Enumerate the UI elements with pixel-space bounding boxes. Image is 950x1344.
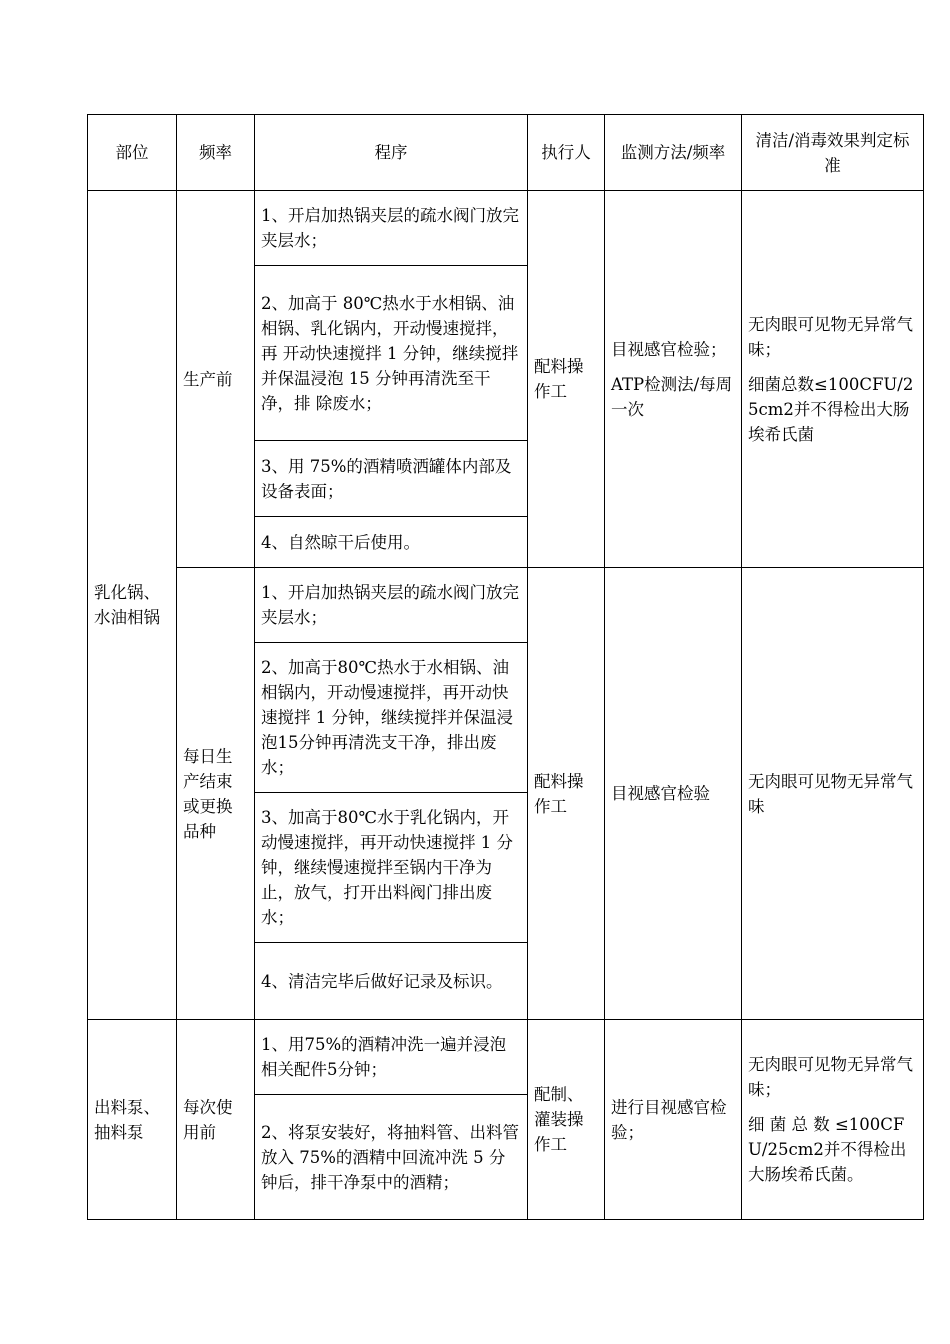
procedure-step: 3、加高于80℃水于乳化锅内，开动慢速搅拌，再开动快速搅拌 1 分钟，继续慢速搅拌至锅内干净为止，放气，打开出料阀门排出废水； (255, 793, 528, 943)
executor-cell: 配制、灌装操作工 (528, 1020, 605, 1220)
procedure-step: 4、自然晾干后使用。 (255, 517, 528, 568)
procedure-step: 2、加高于80℃热水于水相锅、油相锅内，开动慢速搅拌，再开动快速搅拌 1 分钟，继续搅拌并保温浸泡15分钟再清洗支干净，排出废水； (255, 643, 528, 793)
header-criteria: 清洁/消毒效果判定标准 (742, 115, 924, 191)
criteria-bacteria: 细 菌 总 数 ≤100CFU/25cm2并不得检出大肠埃希氏菌。 (748, 1115, 907, 1184)
monitoring-cell (605, 191, 742, 568)
procedure-step: 4、清洁完毕后做好记录及标识。 (255, 943, 528, 1020)
header-row (88, 115, 924, 191)
criteria-bacteria: 细菌总数≤100CFU/25cm2并不得检出大肠埃希氏菌 (748, 374, 914, 444)
frequency-cell-before-production: 生产前 (177, 191, 255, 568)
location-cell-pumps: 出料泵、抽料泵 (88, 1020, 177, 1220)
procedure-step: 2、将泵安装好，将抽料管、出料管放入 75%的酒精中回流冲洗 5 分钟后，排干净泵中的酒精； (255, 1095, 528, 1220)
frequency-cell-end-of-day: 每日生产结束或更换品种 (177, 568, 255, 1020)
cleaning-procedure-table (87, 114, 924, 1220)
procedure-step: 3、用 75%的酒精喷洒罐体内部及设备表面； (255, 441, 528, 517)
header-executor: 执行人 (528, 115, 605, 191)
location-cell-emulsifier: 乳化锅、水油相锅 (88, 191, 177, 1020)
header-location: 部位 (88, 115, 177, 191)
table-row (88, 1020, 924, 1095)
executor-cell: 配料操作工 (528, 191, 605, 568)
procedure-step: 2、加高于 80℃热水于水相锅、油相锅、乳化锅内，开动慢速搅拌，再 开动快速搅拌 1 分钟，继续搅拌并保温浸泡 15 分钟再清洗至干净，排 除废水； (255, 266, 528, 441)
monitoring-method-visual: 目视感官检验； (611, 339, 727, 359)
criteria-cell (742, 191, 924, 568)
monitoring-method-atp: ATP检测法/每周一次 (611, 374, 733, 419)
executor-cell: 配料操作工 (528, 568, 605, 1020)
header-monitoring: 监测方法/频率 (605, 115, 742, 191)
frequency-cell-before-use: 每次使用前 (177, 1020, 255, 1220)
criteria-visual: 无肉眼可见物无异常气味； (748, 1055, 913, 1099)
monitoring-cell: 目视感官检验 (605, 568, 742, 1020)
criteria-visual: 无肉眼可见物无异常气味； (748, 314, 913, 359)
criteria-cell: 无肉眼可见物无异常气味 (742, 568, 924, 1020)
header-frequency: 频率 (177, 115, 255, 191)
header-procedure: 程序 (255, 115, 528, 191)
procedure-step: 1、开启加热锅夹层的疏水阀门放完夹层水； (255, 191, 528, 266)
table-row (88, 191, 924, 266)
procedure-step: 1、用75%的酒精冲洗一遍并浸泡相关配件5分钟； (255, 1020, 528, 1095)
procedure-step: 1、开启加热锅夹层的疏水阀门放完夹层水； (255, 568, 528, 643)
criteria-cell (742, 1020, 924, 1220)
table-row (88, 568, 924, 643)
monitoring-cell: 进行目视感官检验； (605, 1020, 742, 1220)
